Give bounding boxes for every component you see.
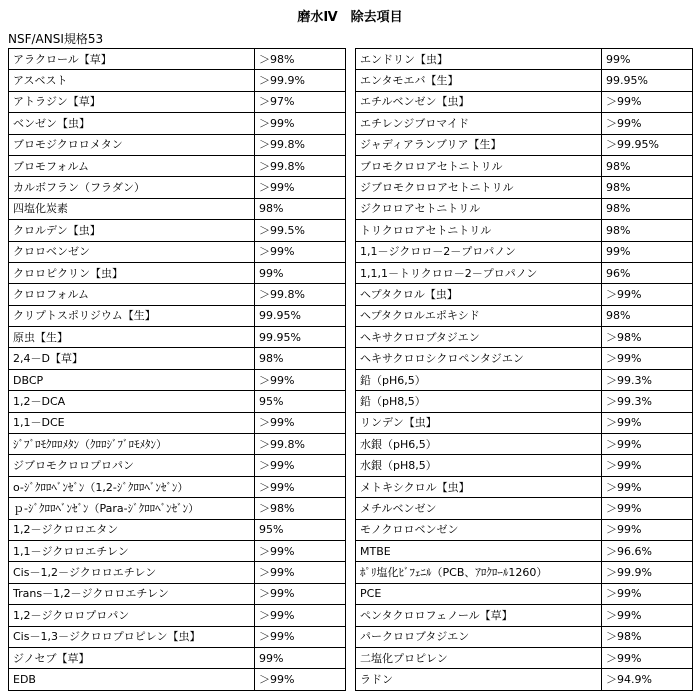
table-row [9,626,346,647]
contaminant-name: 1,2－ジクロロプロパン [9,605,255,626]
contaminant-name: ジブロモクロロプロパン [9,455,255,476]
table-row [9,91,346,112]
contaminant-name: ヘキサクロロシクロペンタジエン [356,348,602,369]
table-row [356,113,693,134]
right-removal-table [355,48,693,691]
table-row [9,562,346,583]
table-row [356,669,693,690]
contaminant-name: 1,2－DCA [9,391,255,412]
contaminant-name: 原虫【生】 [9,327,255,348]
left-removal-table [8,48,346,691]
contaminant-name: EDB [9,669,255,690]
removal-rate: ＞99% [602,412,693,433]
removal-rate: ＞99% [602,434,693,455]
removal-rate: 98% [255,198,346,219]
table-row [9,412,346,433]
removal-rate: 98% [602,220,693,241]
table-row [9,305,346,326]
removal-rate: 95% [255,391,346,412]
removal-rate: 98% [602,305,693,326]
table-row [356,70,693,91]
removal-rate: ＞94.9% [602,669,693,690]
removal-rate: ＞99% [255,113,346,134]
contaminant-name: エンタモエバ【生】 [356,70,602,91]
contaminant-name: 二塩化プロピレン [356,647,602,668]
removal-rate: ＞99% [602,476,693,497]
contaminant-name: カルボフラン（フラダン） [9,177,255,198]
table-row [356,369,693,390]
table-row [356,540,693,561]
removal-rate: ＞99% [602,605,693,626]
removal-rate: 99% [255,262,346,283]
table-row [356,49,693,70]
contaminant-name: クロロフォルム [9,284,255,305]
removal-rate: ＞99.9% [255,70,346,91]
removal-rate: 98% [602,177,693,198]
contaminant-name: 鉛（pH8,5） [356,391,602,412]
contaminant-name: ｐ-ｼﾞｸﾛﾛﾍﾞﾝｾﾞﾝ（Para-ｼﾞｸﾛﾛﾍﾞﾝｾﾞﾝ） [9,498,255,519]
table-row [9,198,346,219]
table-row [356,177,693,198]
contaminant-name: トリクロロアセトニトリル [356,220,602,241]
table-row [9,113,346,134]
table-row [9,262,346,283]
removal-rate: ＞99% [602,284,693,305]
removal-rate: ＞99.3% [602,369,693,390]
contaminant-name: o-ｼﾞｸﾛﾛﾍﾞﾝｾﾞﾝ（1,2-ｼﾞｸﾛﾛﾍﾞﾝｾﾞﾝ） [9,476,255,497]
removal-rate: ＞99.95% [602,134,693,155]
table-row [9,284,346,305]
removal-rate: ＞99.5% [255,220,346,241]
table-row [356,626,693,647]
table-row [356,498,693,519]
table-row [356,241,693,262]
table-row [9,605,346,626]
contaminant-name: アラクロール【草】 [9,49,255,70]
removal-rate: ＞99.9% [602,562,693,583]
table-row [9,498,346,519]
removal-rate: ＞98% [255,49,346,70]
removal-rate: 99% [602,49,693,70]
contaminant-name: Trans－1,2－ジクロロエチレン [9,583,255,604]
contaminant-name: 1,1－ジクロロエチレン [9,540,255,561]
removal-rate: ＞98% [602,626,693,647]
removal-rate: ＞99% [255,669,346,690]
table-row [356,284,693,305]
contaminant-name: アトラジン【草】 [9,91,255,112]
table-row [356,198,693,219]
table-row [9,669,346,690]
table-row [356,647,693,668]
table-row [9,647,346,668]
contaminant-name: DBCP [9,369,255,390]
contaminant-name: クリプトスポリジウム【生】 [9,305,255,326]
contaminant-name: 水銀（pH8,5） [356,455,602,476]
contaminant-name: PCE [356,583,602,604]
table-row [356,91,693,112]
contaminant-name: メチルベンゼン [356,498,602,519]
removal-rate: 99% [602,241,693,262]
removal-rate: ＞98% [602,327,693,348]
removal-rate: ＞99% [255,369,346,390]
removal-rate: ＞96.6% [602,540,693,561]
contaminant-name: ｼﾞﾌﾞﾛﾓｸﾛﾛﾒﾀﾝ（ｸﾛﾛｼﾞﾌﾞﾛﾓﾒﾀﾝ） [9,434,255,455]
table-row [356,605,693,626]
removal-rate: ＞99% [255,455,346,476]
table-row [9,369,346,390]
table-row [356,262,693,283]
removal-rate: ＞99.3% [602,391,693,412]
contaminant-name: 水銀（pH6,5） [356,434,602,455]
contaminant-name: 1,1－DCE [9,412,255,433]
table-row [9,476,346,497]
table-row [356,391,693,412]
removal-rate: ＞99% [255,605,346,626]
contaminant-name: ブロモジクロロメタン [9,134,255,155]
contaminant-name: パークロロブタジエン [356,626,602,647]
contaminant-name: リンデン【虫】 [356,412,602,433]
table-row [9,519,346,540]
table-row [9,241,346,262]
table-row [9,134,346,155]
contaminant-name: ジノセブ【草】 [9,647,255,668]
table-row [356,476,693,497]
table-row [356,348,693,369]
removal-rate: ＞99% [255,412,346,433]
removal-rate: ＞99% [255,476,346,497]
removal-rate: 95% [255,519,346,540]
contaminant-name: メトキシクロル【虫】 [356,476,602,497]
contaminant-name: ペンタクロロフェノール【草】 [356,605,602,626]
contaminant-name: 鉛（pH6,5） [356,369,602,390]
contaminant-name: エチレンジブロマイド [356,113,602,134]
page-title: 磨水Ⅳ 除去項目 [297,10,403,25]
table-row [9,70,346,91]
contaminant-name: 1,1,1－トリクロロ－2－プロパノン [356,262,602,283]
table-row [9,391,346,412]
contaminant-name: ヘプタクロル【虫】 [356,284,602,305]
contaminant-name: 2,4－D【草】 [9,348,255,369]
removal-rate: ＞99% [255,241,346,262]
removal-rate: ＞99% [602,91,693,112]
table-row [356,519,693,540]
table-row [356,412,693,433]
table-row [356,134,693,155]
removal-rate: ＞99.8% [255,155,346,176]
removal-rate: ＞99% [602,519,693,540]
contaminant-name: 四塩化炭素 [9,198,255,219]
removal-rate: 96% [602,262,693,283]
removal-rate: 98% [255,348,346,369]
table-row [9,327,346,348]
table-row [9,49,346,70]
removal-rate: ＞99% [255,626,346,647]
table-row [356,327,693,348]
contaminant-name: ジブロモクロロアセトニトリル [356,177,602,198]
removal-rate: ＞99% [255,540,346,561]
contaminant-name: 1,2－ジクロロエタン [9,519,255,540]
table-row [9,434,346,455]
standard-label: NSF/ANSI規格53 [8,32,104,46]
table-row [356,434,693,455]
removal-rate: ＞99.8% [255,284,346,305]
table-row [9,583,346,604]
table-row [9,455,346,476]
removal-rate: 99.95% [602,70,693,91]
removal-rate: 99.95% [255,305,346,326]
removal-rate: 99.95% [255,327,346,348]
removal-rate: ＞99% [602,455,693,476]
contaminant-name: ヘキサクロロブタジエン [356,327,602,348]
removal-rate: ＞99.8% [255,434,346,455]
removal-rate: 98% [602,198,693,219]
removal-rate: ＞99.8% [255,134,346,155]
contaminant-name: エンドリン【虫】 [356,49,602,70]
contaminant-name: ブロモクロロアセトニトリル [356,155,602,176]
removal-rate: ＞99% [255,177,346,198]
table-row [356,305,693,326]
contaminant-name: ベンゼン【虫】 [9,113,255,134]
table-row [356,562,693,583]
removal-rate: ＞99% [255,583,346,604]
removal-rate: ＞99% [602,113,693,134]
table-row [9,540,346,561]
contaminant-name: クロロベンゼン [9,241,255,262]
removal-rate: ＞99% [255,562,346,583]
table-row [9,348,346,369]
table-row [356,583,693,604]
contaminant-name: モノクロロベンゼン [356,519,602,540]
contaminant-name: ラドン [356,669,602,690]
contaminant-name: ジクロロアセトニトリル [356,198,602,219]
contaminant-name: ジャディアランブリア【生】 [356,134,602,155]
contaminant-name: Cis－1,2－ジクロロエチレン [9,562,255,583]
contaminant-name: ヘプタクロルエポキシド [356,305,602,326]
table-row [356,155,693,176]
removal-rate: ＞98% [255,498,346,519]
removal-rate: ＞97% [255,91,346,112]
table-row [356,220,693,241]
removal-rate: ＞99% [602,498,693,519]
contaminant-name: ﾎﾟﾘ塩化ﾋﾞﾌｪﾆﾙ（PCB、ｱﾛｸﾛｰﾙ1260） [356,562,602,583]
removal-rate: ＞99% [602,348,693,369]
contaminant-name: ブロモフォルム [9,155,255,176]
table-row [356,455,693,476]
removal-rate: 99% [255,647,346,668]
contaminant-name: エチルベンゼン【虫】 [356,91,602,112]
contaminant-name: 1,1－ジクロロ－2－プロパノン [356,241,602,262]
removal-rate: 98% [602,155,693,176]
table-row [9,220,346,241]
contaminant-name: クロルデン【虫】 [9,220,255,241]
contaminant-name: MTBE [356,540,602,561]
contaminant-name: Cis－1,3－ジクロロプロピレン【虫】 [9,626,255,647]
contaminant-name: クロロピクリン【虫】 [9,262,255,283]
removal-rate: ＞99% [602,647,693,668]
table-row [9,155,346,176]
contaminant-name: アスベスト [9,70,255,91]
table-row [9,177,346,198]
removal-rate: ＞99% [602,583,693,604]
